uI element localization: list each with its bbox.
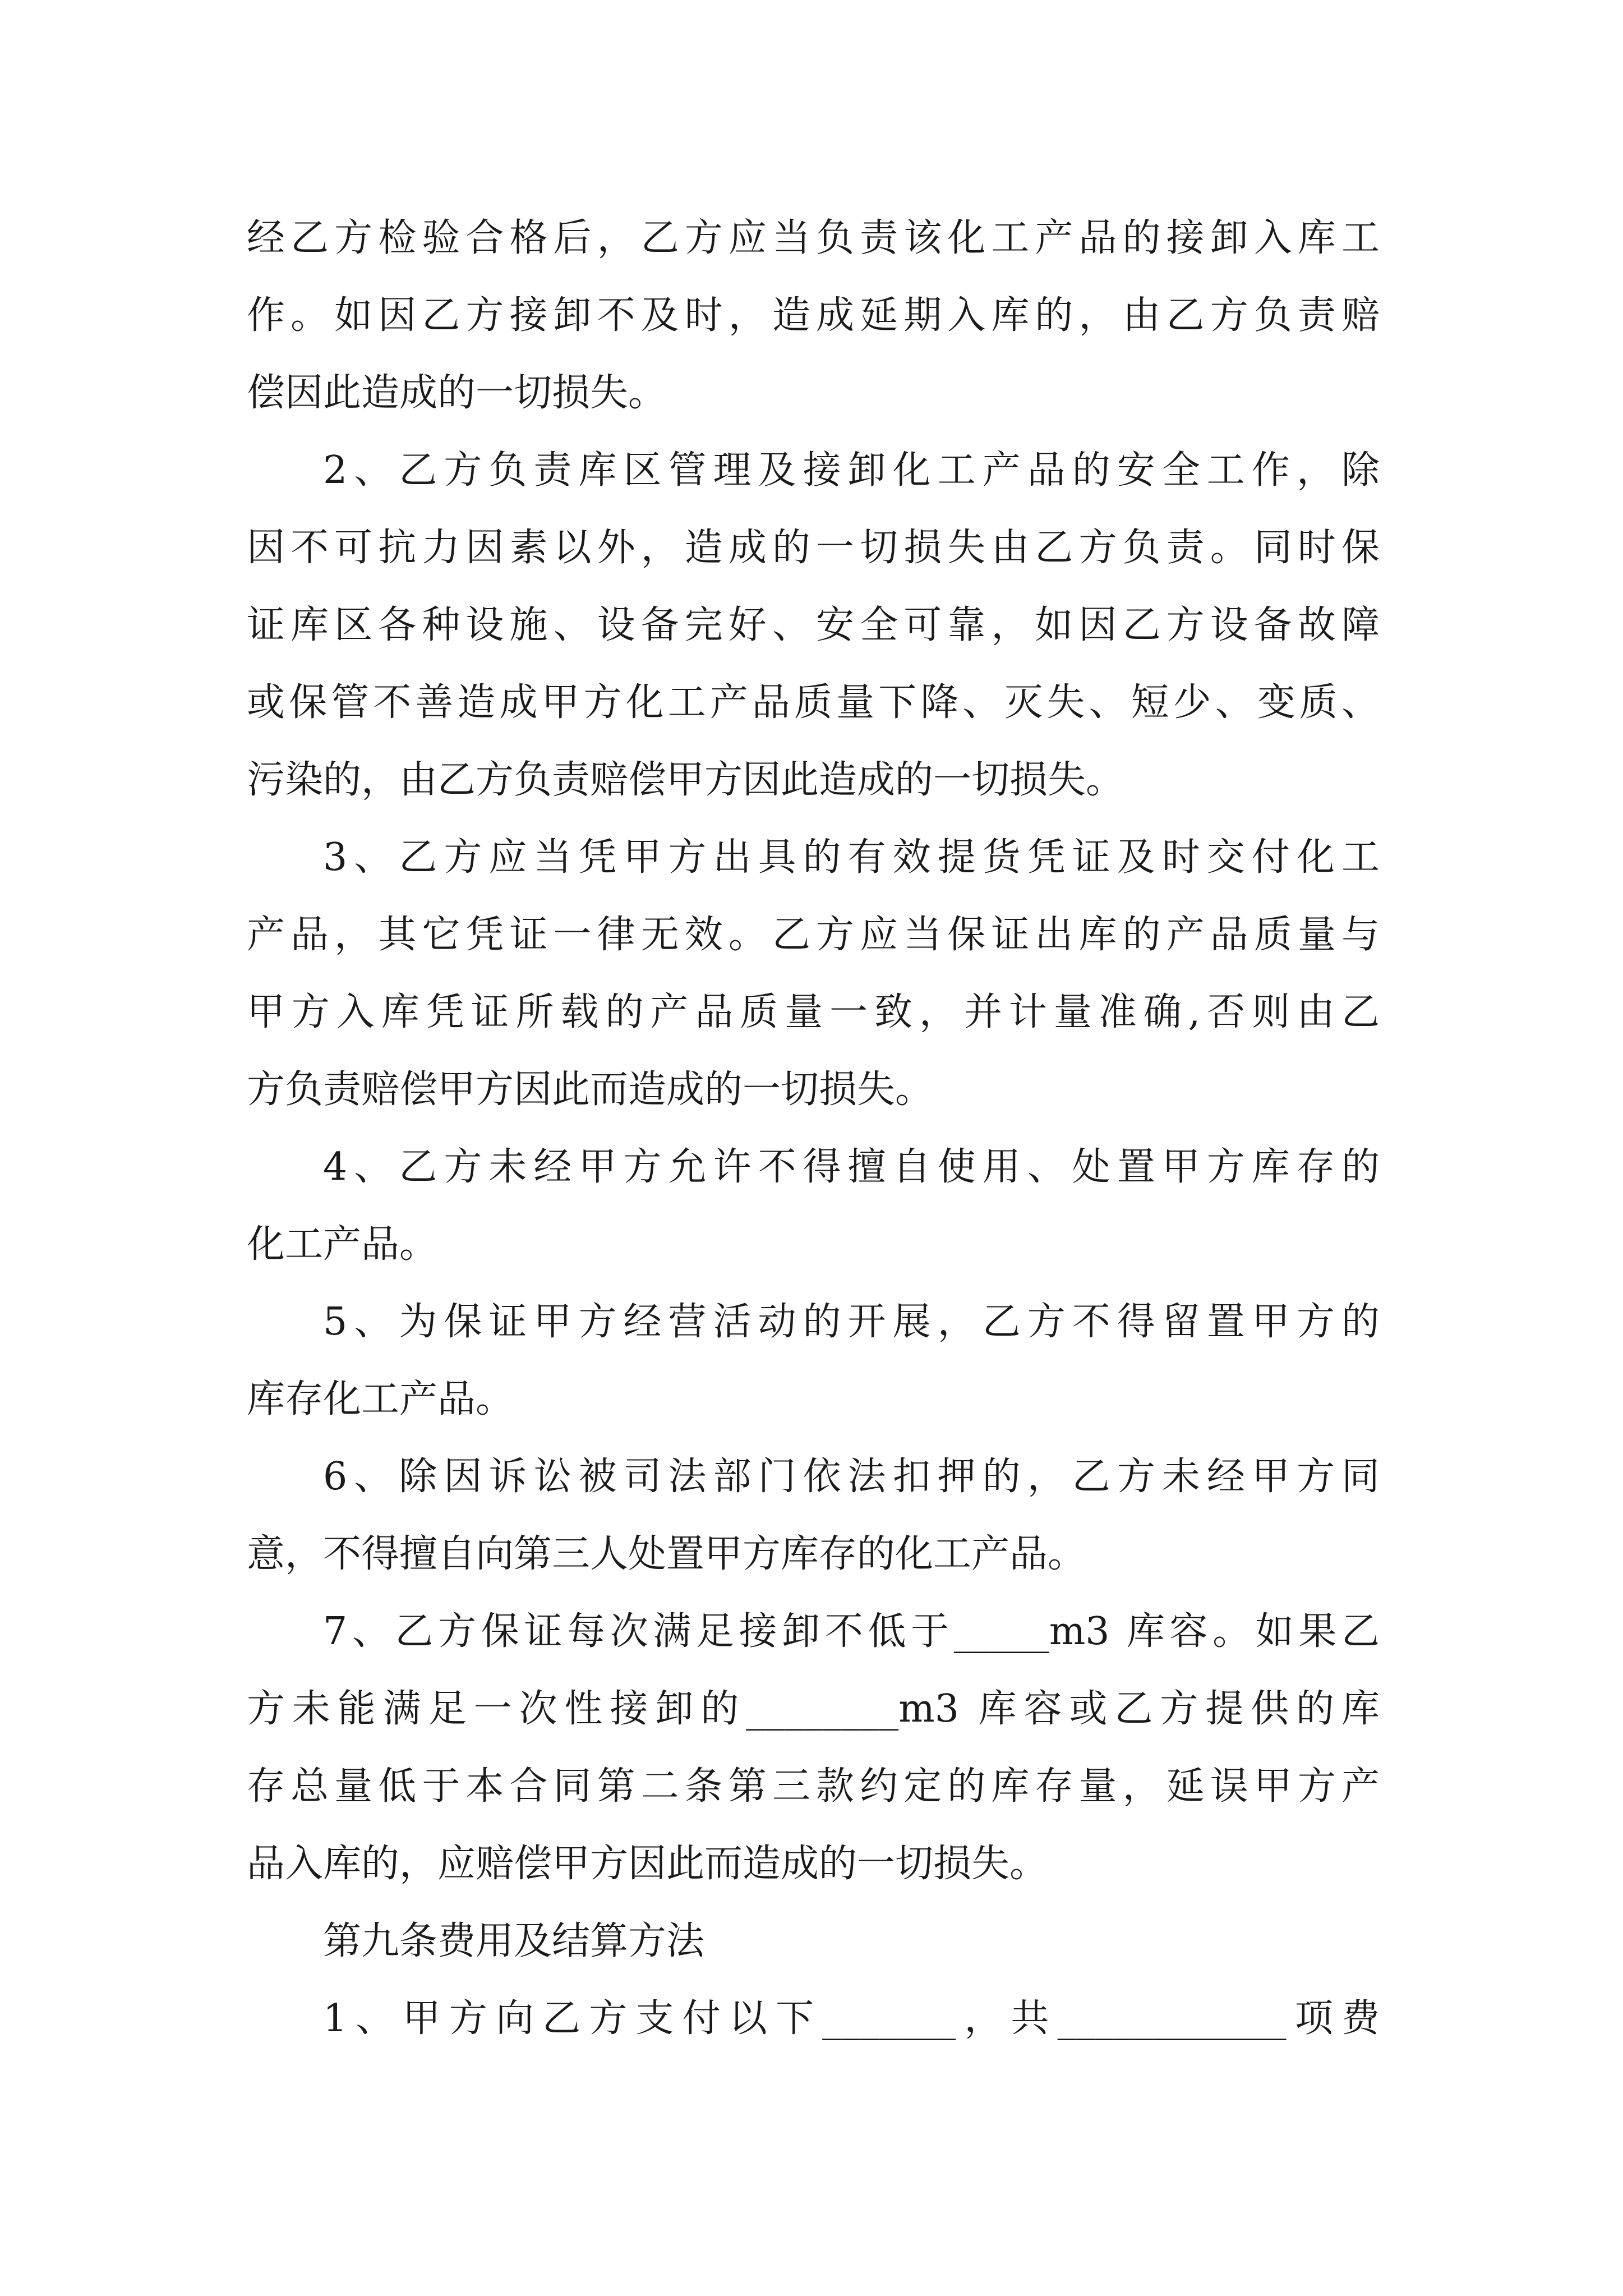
- text-line: 证库区各种设施、设备完好、安全可靠，如因乙方设备故障: [247, 603, 1380, 647]
- text-line: 7、乙方保证每次满足接卸不低于_____m3 库容。如果乙: [323, 1609, 1380, 1654]
- clause-7: [247, 1593, 1380, 1903]
- text-line: 6、除因诉讼被司法部门依法扣押的，乙方未经甲方同: [323, 1455, 1380, 1499]
- article-9-heading: [247, 1903, 1380, 1980]
- document-body: [247, 200, 1380, 2058]
- text-line: 经乙方检验合格后，乙方应当负责该化工产品的接卸入库工: [247, 216, 1380, 260]
- text-line: 4、乙方未经甲方允许不得擅自使用、处置甲方库存的: [323, 1145, 1380, 1189]
- text-line: 2、乙方负责库区管理及接卸化工产品的安全工作，除: [323, 448, 1380, 493]
- clause-6: [247, 1438, 1380, 1593]
- text-line: 因不可抗力因素以外，造成的一切损失由乙方负责。同时保: [247, 526, 1380, 570]
- text-line: 存总量低于本合同第二条第三款约定的库存量，延误甲方产: [247, 1764, 1380, 1809]
- text-line: 偿因此造成的一切损失。: [247, 371, 667, 415]
- clause-4: [247, 1129, 1380, 1283]
- text-line: 1、甲方向乙方支付以下_______，共____________项费: [323, 1996, 1380, 2041]
- text-line: 方负责赔偿甲方因此而造成的一切损失。: [247, 1068, 934, 1112]
- text-line: 作。如因乙方接卸不及时，造成延期入库的，由乙方负责赔: [247, 293, 1380, 338]
- text-line: 意，不得擅自向第三人处置甲方库存的化工产品。: [247, 1532, 1086, 1576]
- article-9-clause-1: [247, 1980, 1380, 2058]
- text-line: 方未能满足一次性接卸的________m3 库容或乙方提供的库: [247, 1687, 1380, 1731]
- text-line: 污染的，由乙方负责赔偿甲方因此造成的一切损失。: [247, 758, 1124, 802]
- text-line: 5、为保证甲方经营活动的开展，乙方不得留置甲方的: [323, 1300, 1380, 1344]
- clause-3: [247, 819, 1380, 1129]
- section-heading: 第九条费用及结算方法: [323, 1919, 705, 1963]
- paragraph-continued-from-previous-page: [247, 200, 1380, 432]
- clause-5: [247, 1283, 1380, 1438]
- text-line: 化工产品。: [247, 1222, 438, 1267]
- text-line: 品入库的，应赔偿甲方因此而造成的一切损失。: [247, 1842, 1048, 1886]
- text-line: 产品，其它凭证一律无效。乙方应当保证出库的产品质量与: [247, 913, 1380, 957]
- text-line: 库存化工产品。: [247, 1377, 514, 1421]
- clause-2: [247, 432, 1380, 819]
- text-line: 或保管不善造成甲方化工产品质量下降、灭失、短少、变质、: [247, 680, 1380, 725]
- text-line: 甲方入库凭证所载的产品质量一致，并计量准确,否则由乙: [247, 990, 1380, 1034]
- text-line: 3、乙方应当凭甲方出具的有效提货凭证及时交付化工: [323, 835, 1380, 880]
